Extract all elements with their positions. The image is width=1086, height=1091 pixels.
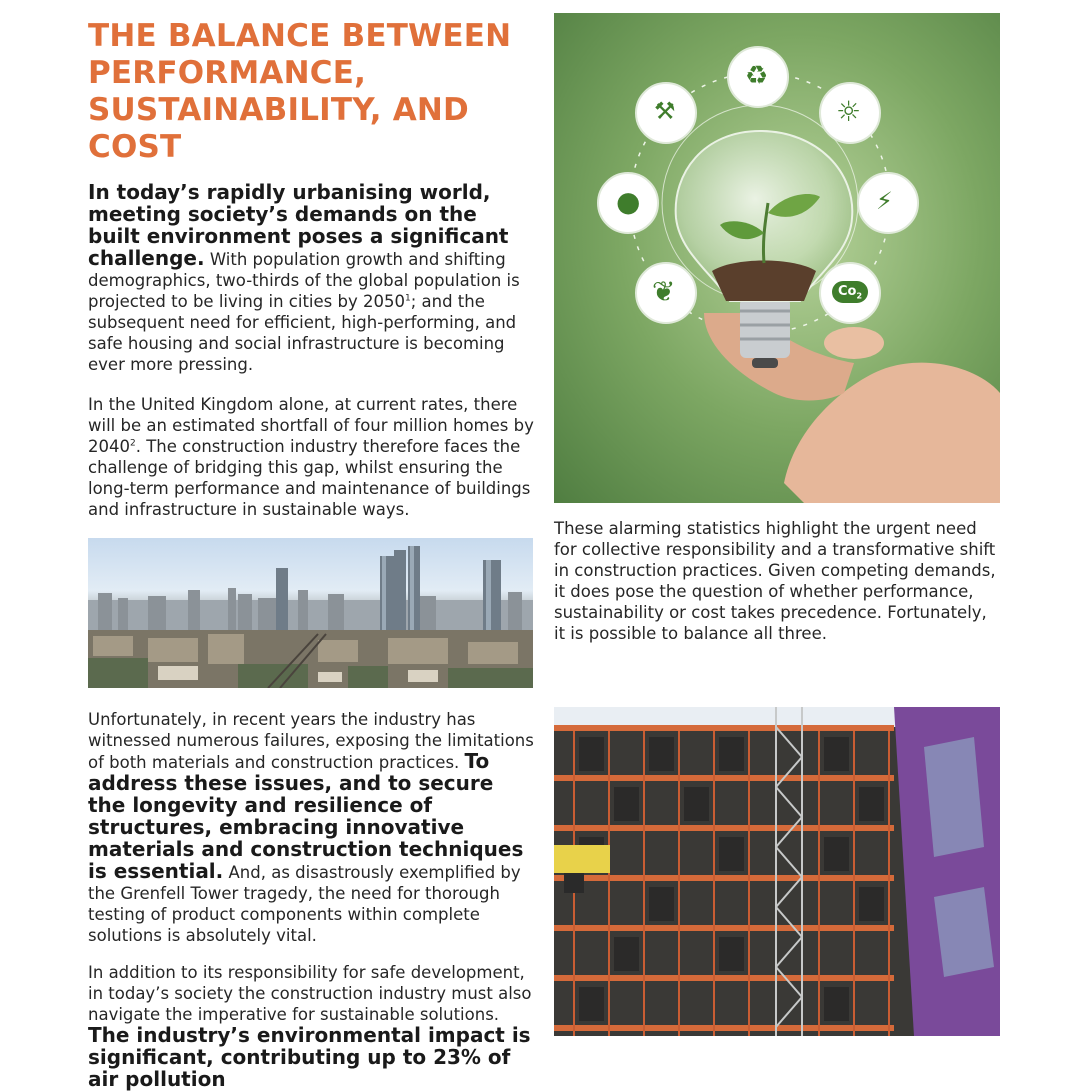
footnote-2: 2: [130, 438, 136, 449]
page-title: THE BALANCE BETWEEN PERFORMANCE, SUSTAINABILITY, AND COST: [88, 18, 512, 165]
city-skyline-image: [88, 538, 533, 688]
failures-text-a: Unfortunately, in recent years the industry has witnessed numerous failures, exposing the limitations of both materials and construction practices.: [88, 710, 534, 772]
city-skyline-illustration: [88, 538, 533, 688]
intro-text-a: With population growth and shifting demographics, two-thirds of the global population is projected to be living in cities by 2050: [88, 250, 520, 311]
wind-turbine-icon: ⚒: [654, 97, 676, 125]
uk-text-b: . The construction industry therefore faces the challenge of bridging this gap, whilst ensuring the long-term performance and maintenance of buildings and infrastructure in sustainable ways.: [88, 437, 531, 519]
intro-lead: In today’s rapidly urbanising world, meeting society’s demands on the built environment poses a significant challenge.: [88, 180, 509, 270]
sun-icon: ☼: [836, 95, 862, 128]
sustainability-text-a: In addition to its responsibility for safe development, in today’s society the construction industry must also navigate the imperative for sustainable solutions.: [88, 963, 532, 1024]
uk-shortfall-paragraph: [88, 394, 534, 520]
uk-text-a: In the United Kingdom alone, at current rates, there will be an estimated shortfall of four million homes by 2040: [88, 395, 534, 456]
intro-paragraph: [88, 182, 534, 375]
leaf-icon: ❦: [652, 275, 676, 308]
co2-label: Co: [837, 284, 857, 299]
intro-text-b: ; and the subsequent need for efficient, high-performing, and safe housing and social infrastructure is becoming ever more pressing.: [88, 292, 517, 374]
failures-bold: To address these issues, and to secure the longevity and resilience of structures, embracing innovative materials and construction techniques is essential.: [88, 749, 524, 883]
recycle-icon: ♻: [745, 61, 769, 91]
failures-paragraph: [88, 709, 534, 946]
statistics-paragraph: These alarming statistics highlight the urgent need for collective responsibility and a transformative shift in construction practices. Given competing demands, it does pose the question of whether performance, sustainability or cost takes precedence. Fortunately, it is possible to balance all three.: [554, 519, 996, 643]
lightbulb-sustainability-image: [554, 13, 1000, 503]
construction-site-image: [554, 707, 1000, 1036]
co2-cloud-icon: [832, 281, 868, 303]
construction-illustration: [554, 707, 1000, 1036]
sustainability-paragraph: [88, 962, 534, 1091]
water-drop-icon: ●: [616, 185, 641, 218]
footnote-1: 1: [404, 293, 411, 304]
lightbulb-illustration: [554, 13, 1000, 503]
plug-icon: ⚡: [876, 187, 893, 215]
failures-text-b: And, as disastrously exemplified by the Grenfell Tower tragedy, the need for thorough testing of product components within complete solutions is absolutely vital.: [88, 863, 521, 945]
sustainability-bold: The industry’s environmental impact is significant, contributing up to 23% of air pollution: [88, 1023, 531, 1091]
co2-subscript: 2: [856, 291, 863, 301]
